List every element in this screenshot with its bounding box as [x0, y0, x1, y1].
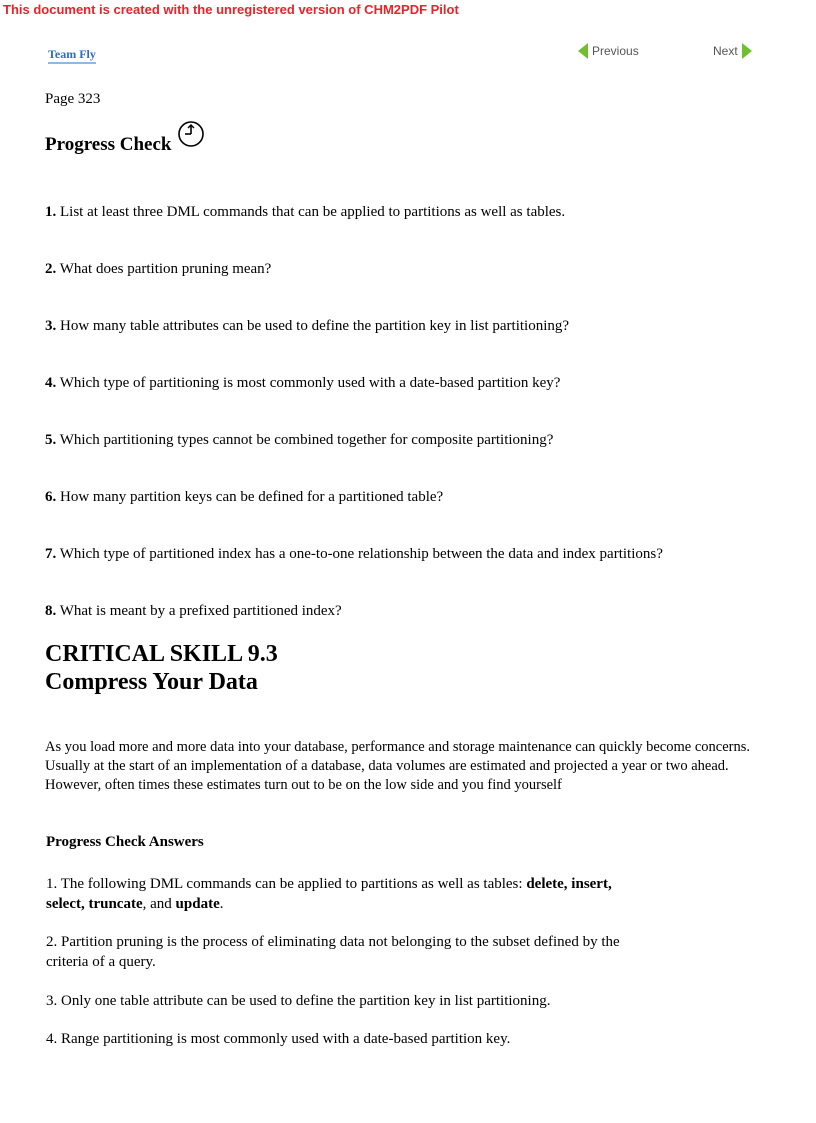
question-8: 8. What is meant by a prefixed partitioned index?	[45, 603, 342, 619]
previous-label: Previous	[592, 44, 639, 58]
watermark-banner: This document is created with the unregistered version of CHM2PDF Pilot	[3, 2, 459, 17]
critical-skill-number: CRITICAL SKILL 9.3	[45, 641, 278, 667]
question-6: 6. How many partition keys can be defined for a partitioned table?	[45, 489, 444, 505]
answer-1: 1. The following DML commands can be applied to partitions as well as tables: delete, insert, select, truncate, and update.	[46, 876, 612, 912]
question-1: 1. List at least three DML commands that can be applied to partitions as well as tables.	[45, 204, 566, 220]
progress-check-title: Progress Check	[45, 134, 172, 155]
question-7: 7. Which type of partitioned index has a one-to-one relationship between the data and index partitions?	[45, 546, 663, 562]
question-5: 5. Which partitioning types cannot be combined together for composite partitioning?	[45, 432, 554, 448]
page-number: Page 323	[45, 91, 101, 107]
arrow-left-icon	[578, 43, 588, 59]
body-paragraph: As you load more and more data into your database, performance and storage maintenance can quickly become concerns. Usually at the start of an implementation of a database, data volumes are estimated and projected a year or two ahead. However, often times these estimates turn out to be on the low side and you find yourself	[45, 739, 750, 793]
answer-2: 2. Partition pruning is the process of eliminating data not belonging to the subset defined by the criteria of a query.	[46, 934, 620, 970]
question-3: 3. How many table attributes can be used to define the partition key in list partitioning?	[45, 318, 570, 334]
previous-button[interactable]	[578, 40, 639, 62]
answer-3: 3. Only one table attribute can be used to define the partition key in list partitioning.	[46, 993, 551, 1009]
answers-title: Progress Check Answers	[46, 834, 204, 850]
answer-4: 4. Range partitioning is most commonly used with a date-based partition key.	[46, 1031, 511, 1047]
critical-skill-title: Compress Your Data	[45, 669, 258, 695]
progress-check-heading	[45, 128, 205, 156]
team-fly-link[interactable]: Team Fly	[48, 47, 96, 64]
next-label: Next	[713, 44, 738, 58]
question-2: 2. What does partition pruning mean?	[45, 261, 272, 277]
arrow-right-icon	[742, 43, 752, 59]
critical-skill-heading	[45, 640, 278, 696]
question-4: 4. Which type of partitioning is most commonly used with a date-based partition key?	[45, 375, 561, 391]
clock-icon	[177, 120, 205, 148]
next-button[interactable]	[713, 40, 752, 62]
